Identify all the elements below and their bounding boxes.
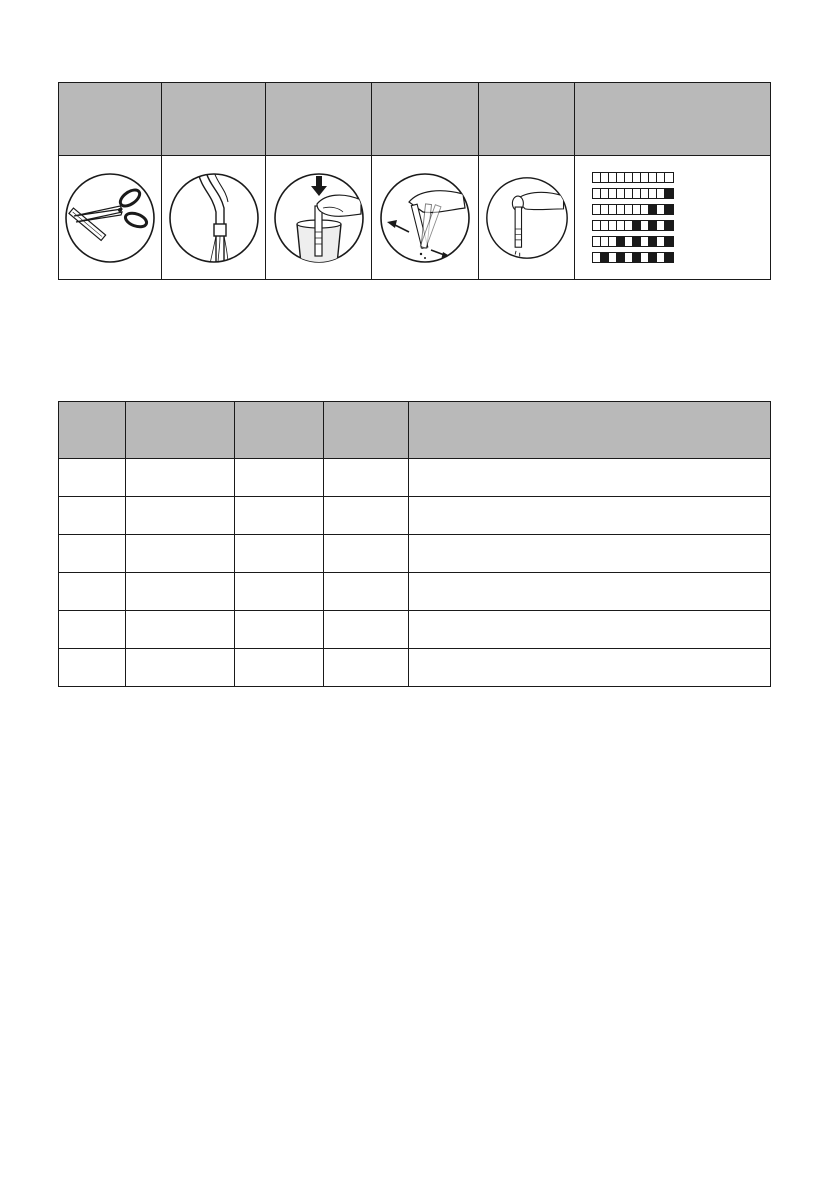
running-tap-water-icon <box>168 172 260 264</box>
table-cell <box>126 535 235 573</box>
table-row <box>59 611 771 649</box>
steps-header-cell <box>479 83 575 156</box>
strip-square <box>593 173 601 182</box>
strip-square <box>601 189 609 198</box>
strip-square <box>657 173 665 182</box>
strip-square <box>609 173 617 182</box>
read-strip-icon <box>485 176 569 260</box>
strip-square <box>601 253 609 262</box>
strip-square <box>625 221 633 230</box>
strip-square <box>617 173 625 182</box>
table-cell <box>409 649 771 687</box>
hardness-header-cell <box>59 402 126 459</box>
strip-square <box>649 237 657 246</box>
color-scale-strip <box>592 220 674 231</box>
steps-header-cell <box>266 83 372 156</box>
strip-square <box>625 189 633 198</box>
strip-square <box>601 221 609 230</box>
strip-square <box>593 221 601 230</box>
strip-square <box>657 253 665 262</box>
table-cell <box>235 497 324 535</box>
color-scale-strip <box>592 252 674 263</box>
table-cell <box>409 535 771 573</box>
strip-square <box>609 221 617 230</box>
table-row <box>59 535 771 573</box>
table-cell <box>324 573 409 611</box>
table-cell <box>324 459 409 497</box>
strip-square <box>649 205 657 214</box>
strip-square <box>641 237 649 246</box>
strip-square <box>649 173 657 182</box>
table-cell <box>324 611 409 649</box>
table-cell <box>409 611 771 649</box>
strip-square <box>593 189 601 198</box>
strip-square <box>617 189 625 198</box>
strip-square <box>657 189 665 198</box>
strip-square <box>617 205 625 214</box>
table-cell <box>235 573 324 611</box>
steps-header-cell <box>59 83 162 156</box>
strip-square <box>617 253 625 262</box>
strip-square <box>649 189 657 198</box>
color-scale-cell <box>575 156 771 280</box>
step-cell-dip <box>266 156 372 280</box>
hardness-header-cell <box>126 402 235 459</box>
table-cell <box>126 649 235 687</box>
strip-square <box>641 173 649 182</box>
step-cell-tap <box>162 156 266 280</box>
table-cell <box>324 535 409 573</box>
steps-header-cell <box>575 83 771 156</box>
strip-square <box>665 237 673 246</box>
table-cell <box>59 535 126 573</box>
table-cell <box>59 649 126 687</box>
hardness-header-row <box>59 402 771 459</box>
strip-square <box>633 237 641 246</box>
strip-square <box>593 237 601 246</box>
step-cell-shake <box>372 156 479 280</box>
shake-strip-icon <box>379 172 471 264</box>
strip-square <box>625 237 633 246</box>
table-row <box>59 459 771 497</box>
strip-square <box>649 221 657 230</box>
color-scale-strip <box>592 188 674 199</box>
strip-square <box>609 205 617 214</box>
hardness-table <box>58 401 771 687</box>
strip-square <box>633 253 641 262</box>
color-scale-strips <box>592 172 770 263</box>
table-cell <box>235 535 324 573</box>
table-row <box>59 497 771 535</box>
step-cell-cut <box>59 156 162 280</box>
table-row <box>59 573 771 611</box>
strip-square <box>633 173 641 182</box>
steps-header-cell <box>372 83 479 156</box>
strip-square <box>633 221 641 230</box>
table-cell <box>59 611 126 649</box>
steps-header-cell <box>162 83 266 156</box>
table-cell <box>59 459 126 497</box>
scissors-cut-strip-icon <box>64 172 156 264</box>
strip-square <box>633 205 641 214</box>
strip-square <box>641 253 649 262</box>
table-cell <box>235 649 324 687</box>
strip-square <box>617 221 625 230</box>
table-cell <box>235 459 324 497</box>
table-cell <box>59 573 126 611</box>
strip-square <box>641 205 649 214</box>
table-cell <box>409 497 771 535</box>
color-scale-strip <box>592 172 674 183</box>
strip-square <box>625 205 633 214</box>
strip-square <box>665 173 673 182</box>
dip-strip-in-glass-icon <box>273 172 365 264</box>
strip-square <box>593 205 601 214</box>
strip-square <box>641 221 649 230</box>
strip-square <box>657 221 665 230</box>
steps-illustration-row <box>59 156 771 280</box>
strip-square <box>601 237 609 246</box>
table-cell <box>126 497 235 535</box>
strip-square <box>609 253 617 262</box>
step-cell-read <box>479 156 575 280</box>
table-cell <box>126 459 235 497</box>
strip-square <box>609 189 617 198</box>
table-cell <box>324 497 409 535</box>
strip-square <box>625 253 633 262</box>
strip-square <box>601 205 609 214</box>
strip-square <box>609 237 617 246</box>
strip-square <box>641 189 649 198</box>
strip-square <box>657 205 665 214</box>
hardness-header-cell <box>409 402 771 459</box>
strip-square <box>665 253 673 262</box>
color-scale-strip <box>592 204 674 215</box>
steps-header-row <box>59 83 771 156</box>
strip-square <box>649 253 657 262</box>
hardness-header-cell <box>324 402 409 459</box>
strip-square <box>665 221 673 230</box>
table-cell <box>126 573 235 611</box>
test-strip-steps-table <box>58 82 771 280</box>
hardness-header-cell <box>235 402 324 459</box>
strip-square <box>665 205 673 214</box>
strip-square <box>665 189 673 198</box>
table-cell <box>409 459 771 497</box>
strip-square <box>617 237 625 246</box>
strip-square <box>657 237 665 246</box>
table-row <box>59 649 771 687</box>
table-cell <box>409 573 771 611</box>
table-cell <box>59 497 126 535</box>
color-scale-strip <box>592 236 674 247</box>
table-cell <box>235 611 324 649</box>
strip-square <box>633 189 641 198</box>
table-cell <box>126 611 235 649</box>
strip-square <box>625 173 633 182</box>
strip-square <box>601 173 609 182</box>
table-cell <box>324 649 409 687</box>
strip-square <box>593 253 601 262</box>
